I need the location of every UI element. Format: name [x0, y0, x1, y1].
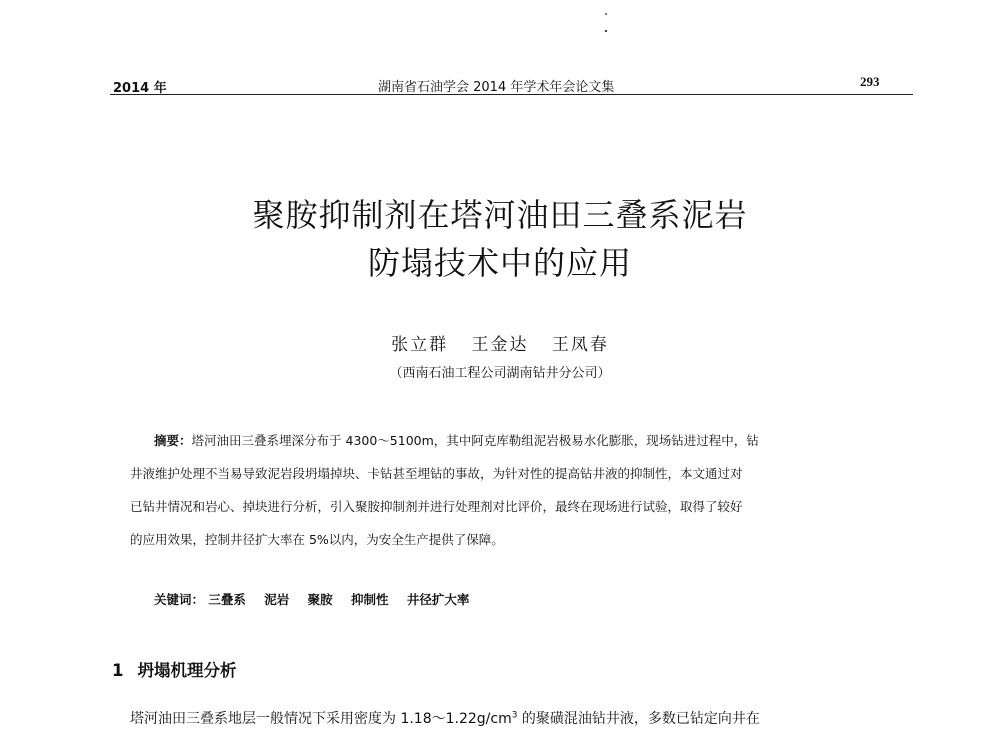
abstract-text: 塔河油田三叠系埋深分布于 4300～5100m，其中阿克库勒组泥岩极易水化膨胀，现场钻进过程中，钻: [191, 433, 759, 448]
keyword-item: 泥岩: [264, 592, 290, 607]
header-page-number: 293: [860, 74, 880, 89]
abstract-line-2: 井液维护处理不当易导致泥岩段坍塌掉块、卡钻甚至埋钻的事故，为针对性的提高钻井液的抑制性，本文通过对: [130, 466, 743, 481]
header-year: 2014 年: [113, 81, 167, 96]
author-name: 王金达: [471, 335, 529, 355]
keyword-item: 三叠系: [208, 592, 246, 607]
body-text-part: 的聚磺混油钻井液，多数已钻定向井在: [517, 711, 760, 727]
author-affiliation: （西南石油工程公司湖南钻井分公司）: [389, 366, 611, 381]
paper-title-line-2: 防塌技术中的应用: [367, 244, 632, 282]
abstract-label: 摘要：: [154, 433, 192, 448]
section-heading: [112, 657, 236, 681]
author-list: [110, 330, 890, 355]
abstract-line-1: [130, 424, 886, 457]
keywords-label: 关键词：: [154, 592, 205, 607]
abstract: [130, 424, 886, 556]
paper-title-line-1: 聚胺抑制剂在塔河油田三叠系泥岩: [252, 196, 748, 234]
keyword-item: 抑制性: [351, 592, 389, 607]
body-text-part: 塔河油田三叠系地层一般情况下采用密度为 1.18～1.22g/cm: [130, 711, 512, 727]
keywords: [154, 590, 483, 608]
author-name: 王凤春: [551, 335, 609, 355]
abstract-line-3: 已钻井情况和岩心、掉块进行分析，引入聚胺抑制剂并进行处理剂对比评价，最终在现场进行试验，取得了较好: [130, 499, 743, 514]
abstract-line-4: 的应用效果，控制井径扩大率在 5%以内，为安全生产提供了保障。: [130, 532, 504, 547]
author-name: 张立群: [391, 335, 449, 355]
section-title: 坍塌机理分析: [137, 661, 237, 680]
keyword-item: 井径扩大率: [406, 592, 470, 607]
scan-dot: [605, 13, 607, 15]
superscript: 3: [511, 710, 518, 721]
header-rule: [110, 94, 913, 95]
scan-dot: [605, 30, 607, 32]
section-body-text: [130, 708, 760, 728]
keyword-item: 聚胺: [307, 592, 333, 607]
section-number: 1: [112, 661, 124, 680]
header-journal-title: 湖南省石油学会 2014 年学术年会论文集: [378, 80, 615, 95]
